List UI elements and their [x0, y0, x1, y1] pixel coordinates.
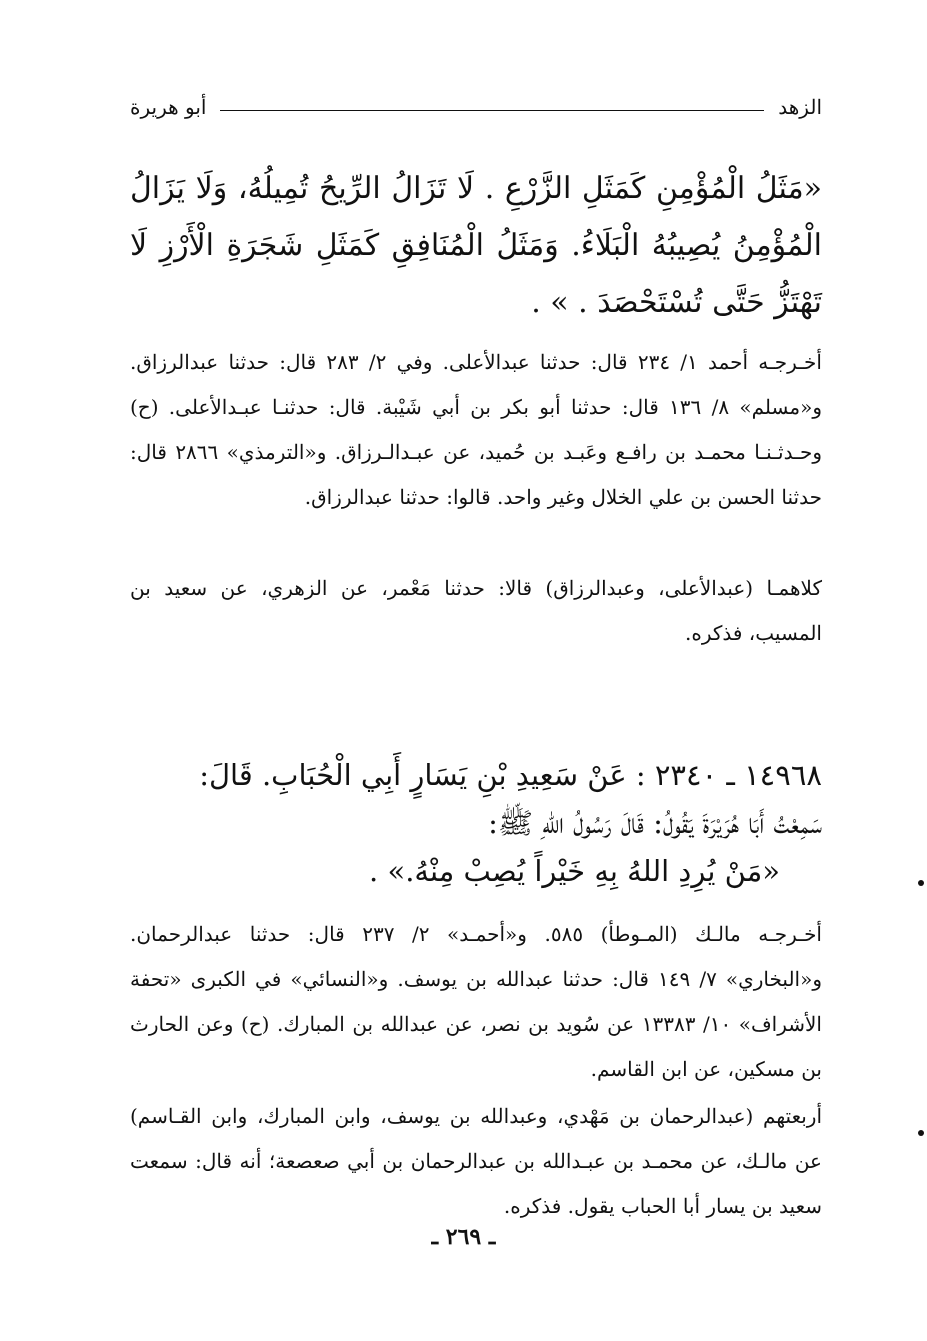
margin-mark: [918, 1130, 924, 1136]
takhrij-note-1: أخـرجـه أحمد ١/ ٢٣٤ قال: حدثنا عبدالأعلى. وفي ٢/ ٢٨٣ قال: حدثنا عبدالرزاق. و«مسلم» ٨/ ١٣٦ قال: حدثنا أبو بكر بن أبي شَيْبة. قال: حدثنـا عبـدالأعلى. (ح) وحـدثـنـا محمـد بن رافـع وعَبـد بن حُميد، عن عبـدالـرزاق. و«الترمذي» ٢٨٦٦ قال: حدثنا الحسن بن علي الخلال وغير واحد. قالوا: حدثنا عبدالرزاق.: [130, 350, 823, 509]
chapter-title: الزهد: [778, 95, 822, 119]
hadith-text-1: «مَثَلُ الْمُؤْمِنِ كَمَثَلِ الزَّرْعِ . لَا تَزَالُ الرِّيحُ تُمِيلُهُ، وَلَا يَزَالُ الْمُؤْمِنُ يُصِيبُهُ الْبَلَاءُ. وَمَثَلُ الْمُنَافِقِ كَمَثَلِ شَجَرَةِ الْأَرْزِ لَا تَهْتَزُّ حَتَّى تُسْتَحْصَدَ . » .: [130, 171, 822, 320]
hadith-2-narration-line: سَمِعْتُ أَبَا هُرَيْرَةَ يَقُولُ: قَالَ رَسُولُ اللهِ ﷺ:: [488, 806, 822, 840]
takhrij-note-2: كلاهمـا (عبدالأعلى، وعبدالرزاق) قالا: حدثنا مَعْمر، عن الزهري، عن سعيد بن المسيب، فذكره.: [130, 576, 822, 645]
margin-mark: [918, 880, 924, 886]
takhrij-note-4: أربعتهم (عبدالرحمان بن مَهْدي، وعبدالله بن يوسف، وابن المبارك، وابن القـاسم) عن مالـك، عن محمـد بن عبـدالله بن عبدالرحمان بن أبي صعصعة؛ أنه قال: سمعت سعيد بن يسار أبا الحباب يقول. فذكره.: [130, 1104, 823, 1218]
header-rule: [220, 110, 764, 111]
takhrij-note-3: أخـرجـه مالـك (المـوطأ) ٥٨٥. و«أحمـد» ٢/ ٢٣٧ قال: حدثنا عبدالرحمان. و«البخاري» ٧/ ١٤٩ قال: حدثنا عبدالله بن يوسف. و«النسائي» في الكبرى «تحفة الأشراف» ١٠/ ١٣٣٨٣ عن سُويد بن نصر، عن عبدالله بن المبارك. (ح) وعن الحارث بن مسكين، عن ابن القاسم.: [130, 922, 823, 1081]
hadith-2-isnad-line: ١٤٩٦٨ ـ ٢٣٤٠ : عَنْ سَعِيدِ بْنِ يَسَارٍ أَبِي الْحُبَابِ. قَالَ:: [199, 758, 822, 792]
author-title: أبو هريرة: [130, 95, 207, 119]
hadith-2-matn-line: «مَنْ يُرِدِ اللهُ بِهِ خَيْراً يُصِبْ مِنْهُ.» .: [369, 854, 780, 888]
running-header: [130, 90, 822, 124]
hadith-text-2: [130, 751, 822, 895]
page-number: ـ ٢٦٩ ـ: [431, 1224, 496, 1250]
